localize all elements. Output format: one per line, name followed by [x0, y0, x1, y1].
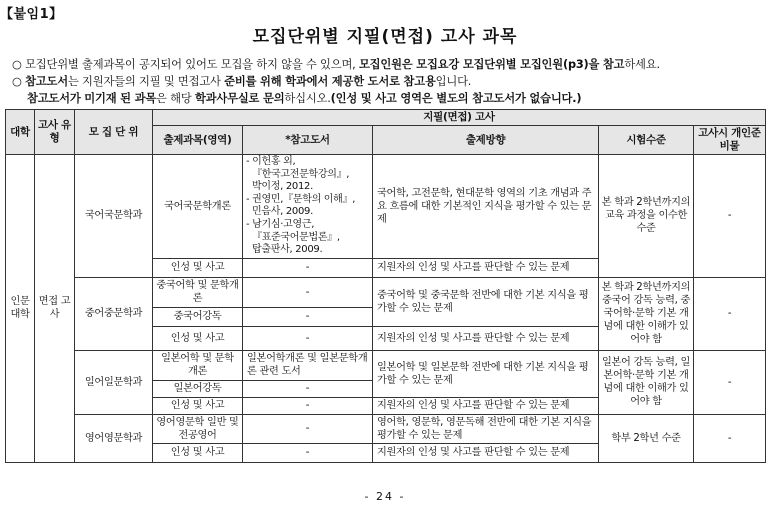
unit-japanese: 일어일문학과: [75, 350, 153, 414]
refs-cell: -: [243, 326, 373, 350]
level-cell: 본 학과 2학년까지의 교육 과정을 이수한 수준: [599, 155, 694, 278]
subject-cell: 인성 및 사고: [153, 326, 243, 350]
exam-type-cell: 면접 고사: [35, 155, 75, 463]
table-row: [6, 414, 766, 443]
note-emphasis: 모집인원은 모집요강 모집단위별 모집인원(p3)을 참고: [358, 58, 625, 71]
header-unit: 모 집 단 위: [75, 110, 153, 155]
header-college: 대학: [6, 110, 35, 155]
note-text: 는 지원자들의 지필 및 면접고사: [67, 75, 225, 88]
refs-cell: -: [243, 258, 373, 277]
table-row: [6, 350, 766, 380]
subject-cell: 국어국문학개론: [153, 155, 243, 259]
direction-cell: 지원자의 인성 및 사고를 판단할 수 있는 문제: [373, 443, 599, 462]
ref-line: 『한국고전문학강의』,: [252, 168, 350, 180]
note-text: 하십시오.: [284, 92, 331, 105]
notes: [12, 56, 660, 107]
direction-cell: 지원자의 인성 및 사고를 판단할 수 있는 문제: [373, 397, 599, 414]
header-subject: 출제과목(영역): [153, 126, 243, 155]
note-emphasis: 학과사무실로 문의: [194, 92, 285, 105]
note-emphasis: (인성 및 사고 영역은 별도의 참고도서가 없습니다.): [330, 92, 582, 105]
direction-cell: 지원자의 인성 및 사고를 판단할 수 있는 문제: [373, 326, 599, 350]
unit-english: 영어영문학과: [75, 414, 153, 462]
note-bullet: ○: [12, 75, 22, 88]
ref-line: 민음사, 2009.: [252, 206, 313, 218]
refs-cell: -: [243, 277, 373, 307]
table-row: [6, 155, 766, 259]
note-emphasis: 참고도서: [25, 75, 68, 88]
direction-cell: 지원자의 인성 및 사고를 판단할 수 있는 문제: [373, 258, 599, 277]
note-bullet: ○: [12, 58, 22, 71]
page-number: - 24 -: [364, 490, 406, 503]
header-refs: *참고도서: [243, 126, 373, 155]
refs-cell: [243, 155, 373, 259]
refs-cell: -: [243, 443, 373, 462]
note-text: 하세요.: [624, 58, 660, 71]
refs-cell: -: [243, 307, 373, 326]
direction-cell: 국어학, 고전문학, 현대문학 영역의 기초 개념과 주요 흐름에 대한 기본적인 지식을 평가할 수 있는 문제: [373, 155, 599, 259]
page-title: 모집단위별 지필(면접) 고사 과목: [252, 27, 518, 47]
level-cell: 학부 2학년 수준: [599, 414, 694, 462]
ref-line: - 이헌홍 외,: [246, 156, 296, 167]
ref-line: - 남기심·고영근,: [246, 218, 315, 230]
note-text: 입니다.: [435, 75, 472, 88]
subject-cell: 인성 및 사고: [153, 397, 243, 414]
subject-cell: 영어영문학 일반 및 전공영어: [153, 414, 243, 443]
note-emphasis: 준비를 위해 학과에서 제공한 도서로 참고용: [224, 75, 436, 88]
prep-cell: -: [694, 155, 766, 278]
unit-chinese: 중어중문학과: [75, 277, 153, 350]
ref-line: 탑출판사, 2009.: [252, 244, 323, 256]
header-group: 지필(면접) 고사: [153, 110, 766, 126]
note-2: [12, 73, 660, 90]
refs-cell: -: [243, 414, 373, 443]
subject-cell: 인성 및 사고: [153, 443, 243, 462]
ref-line: 『표준국어문법론』,: [252, 231, 340, 243]
refs-cell: -: [243, 397, 373, 414]
subject-cell: 인성 및 사고: [153, 258, 243, 277]
direction-cell: 일본어학 및 일본문학 전반에 대한 기본 지식을 평가할 수 있는 문제: [373, 350, 599, 397]
header-direction: 출제방향: [373, 126, 599, 155]
refs-cell: 일본어학개론 및 일본문학개론 관련 도서: [243, 350, 373, 380]
note-emphasis: 참고도서가 미기재 된 과목: [27, 92, 157, 105]
direction-cell: 중국어학 및 중국문학 전반에 대한 기본 지식을 평가할 수 있는 문제: [373, 277, 599, 326]
college-cell: 인문 대학: [6, 155, 35, 463]
subject-cell: 일본어강독: [153, 380, 243, 397]
prep-cell: -: [694, 414, 766, 462]
subject-cell: 중국어학 및 문학개론: [153, 277, 243, 307]
level-cell: 일본어 강독 능력, 일본어학·문학 기본 개념에 대한 이해가 있어야 함: [599, 350, 694, 414]
note-text: 은 해당: [156, 92, 195, 105]
prep-cell: -: [694, 350, 766, 414]
table-row: [6, 277, 766, 307]
header-exam-type: 고사 유형: [35, 110, 75, 155]
note-1: [12, 56, 660, 73]
refs-cell: -: [243, 380, 373, 397]
exam-subjects-table: [5, 109, 766, 463]
header-prep: 고사시 개인준비물: [694, 126, 766, 155]
subject-cell: 일본어학 및 문학 개론: [153, 350, 243, 380]
direction-cell: 영어학, 영문학, 영문독해 전반에 대한 기본 지식을 평가할 수 있는 문제: [373, 414, 599, 443]
note-text: 모집단위별 출제과목이 공지되어 있어도 모집을 하지 않을 수 있으며,: [25, 58, 359, 71]
prep-cell: -: [694, 277, 766, 350]
header-level: 시험수준: [599, 126, 694, 155]
ref-line: 박이정, 2012.: [252, 181, 313, 193]
ref-line: - 권영민,『문학의 이해』,: [246, 193, 356, 205]
unit-korean: 국어국문학과: [75, 155, 153, 278]
appendix-label: 【붙임1】: [0, 7, 63, 22]
subject-cell: 중국어강독: [153, 307, 243, 326]
level-cell: 본 학과 2학년까지의 중국어 강독 능력, 중국어학·문학 기본 개념에 대한 이해가 있어야 함: [599, 277, 694, 350]
note-3: [12, 90, 660, 107]
